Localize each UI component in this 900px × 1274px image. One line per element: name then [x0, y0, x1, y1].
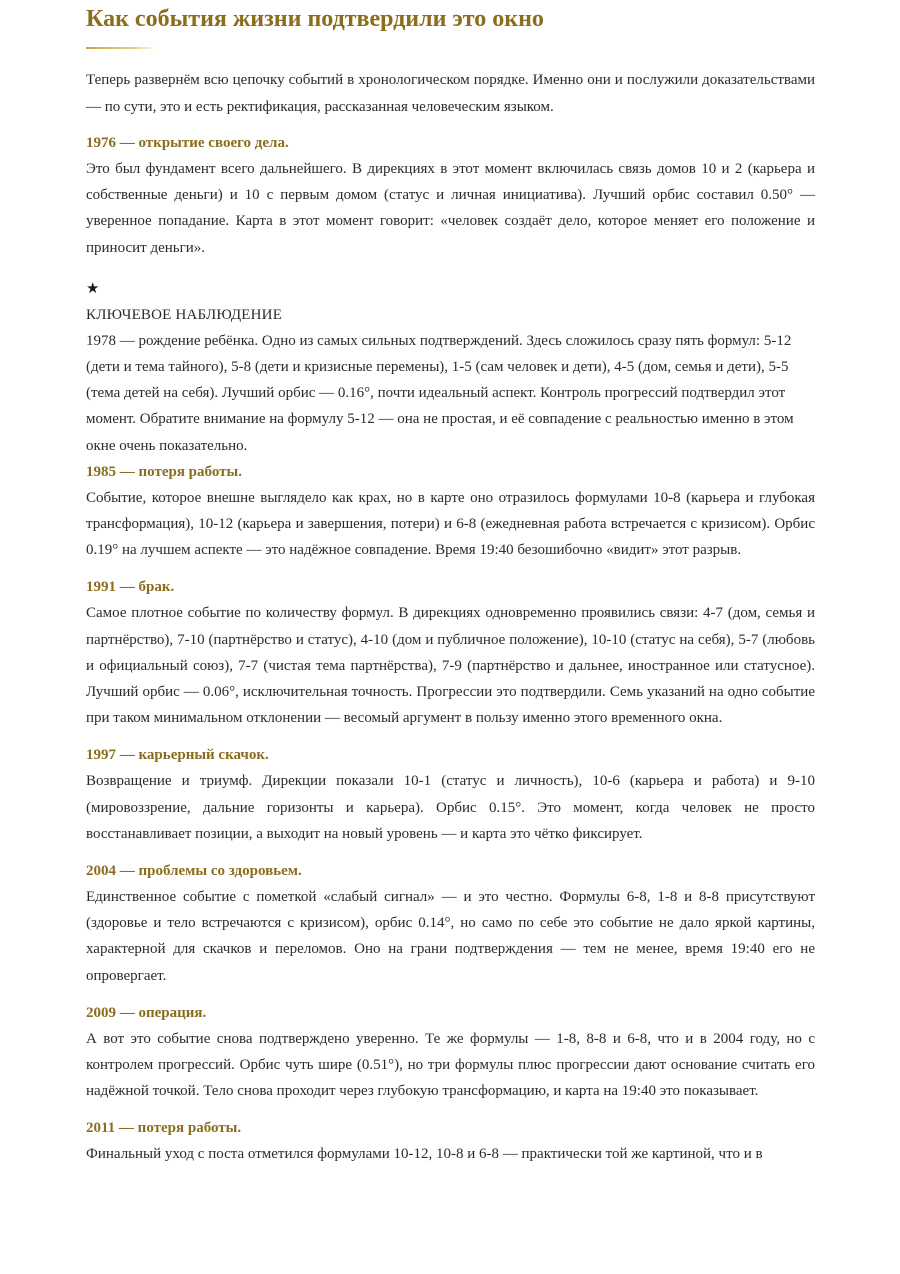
event-2004 [86, 858, 815, 989]
event-text: Возвращение и триумф. Дирекции показали 10-1 (статус и личность), 10-6 (карьера и работа) и 9-10 (мировоззрение, дальние горизонты и карьера). Орбис 0.15°. Это момент, когда человек не просто восстанавливает позиции, а выходит на новый уровень — и карта это чётко фиксирует. [86, 773, 815, 842]
event-heading: 2009 — операция. [86, 1004, 207, 1021]
event-heading: 2011 — потеря работы. [86, 1120, 242, 1137]
event-text: А вот это событие снова подтверждено уверенно. Те же формулы — 1-8, 8-8 и 6-8, что и в 2004 году, но с контролем прогрессий. Орбис чуть шире (0.51°), но три формулы плюс прогрессии дают основание считать его надёжной точкой. Тело снова проходит через глубокую трансформацию, и карта на 19:40 это показывает. [86, 1030, 815, 1100]
event-1997 [86, 742, 815, 847]
key-observation [86, 276, 815, 459]
event-2011 [86, 1115, 815, 1167]
event-text: Единственное событие с пометкой «слабый сигнал» — и это честно. Формулы 6-8, 1-8 и 8-8 присутствуют (здоровье и тело встречаются с кризисом), орбис 0.14°, но само по себе это событие не дало яркой картины, характерной для скачков и переломов. Оно на грани подтверждения — тем не менее, время 19:40 его не опровергает. [86, 889, 815, 984]
title-divider [86, 47, 156, 49]
star-icon: ★ [86, 280, 100, 297]
event-heading: 2004 — проблемы со здоровьем. [86, 863, 302, 880]
intro-paragraph: Теперь развернём всю цепочку событий в хронологическом порядке. Именно они и послужили доказательствами — по сути, это и есть ректификация, рассказанная человеческим языком. [86, 72, 815, 115]
event-heading: 1976 — открытие своего дела. [86, 135, 289, 151]
event-text: Это был фундамент всего дальнейшего. В дирекциях в этот момент включилась связь домов 10 и 2 (карьера и собственные деньги) и 10 с первым домом (статус и личная инициатива). Лучший орбис составил 0.50° — уверенное попадание. Карта в этот момент говорит: «человек создаёт дело, которое меняет его положение и приносит деньги». [86, 161, 815, 256]
event-2009 [86, 1000, 815, 1105]
key-observation-text: 1978 — рождение ребёнка. Одно из самых сильных подтверждений. Здесь сложилось сразу пять формул: 5-12 (дети и тема тайного), 5-8 (дети и кризисные перемены), 1-5 (сам человек и дети), 4-5 (дом, семья и дети), 5-5 (тема детей на себя). Лучший орбис — 0.16°, почти идеальный аспект. Контроль прогрессий подтвердил этот момент. Обратите внимание на формулу 5-12 — она не простая, и её совпадение с реальностью именно в этом окне очень показательно. [86, 332, 794, 454]
event-text: Самое плотное событие по количеству формул. В дирекциях одновременно проявились связи: 4-7 (дом, семья и партнёрство), 7-10 (партнёрство и статус), 4-10 (дом и публичное положение), 10-10 (статус на себя), 5-7 (любовь и официальный союз), 7-7 (чистая тема партнёрства), 7-9 (партнёрство и дальнее, иностранное или статусное). Лучший орбис — 0.06°, исключительная точность. Прогрессии это подтвердили. Семь указаний на одно событие при таком минимальном отклонении — весомый аргумент в пользу именно этого временного окна. [86, 605, 815, 727]
event-heading: 1997 — карьерный скачок. [86, 747, 269, 764]
article [86, 0, 815, 1168]
key-observation-label: КЛЮЧЕВОЕ НАБЛЮДЕНИЕ [86, 306, 283, 323]
event-heading: 1985 — потеря работы. [86, 463, 242, 480]
event-text: Финальный уход с поста отметился формулами 10-12, 10-8 и 6-8 — практически той же картиной, что и в [86, 1146, 763, 1163]
event-1991 [86, 574, 815, 731]
event-text: Событие, которое внешне выглядело как крах, но в карте оно отразилось формулами 10-8 (карьера и глубокая трансформация), 10-12 (карьера и завершения, потери) и 6-8 (ежедневная работа встречается с кризисом). Орбис 0.19° на лучшем аспекте — это надёжное совпадение. Время 19:40 безошибочно «видит» этот разрыв. [86, 489, 815, 559]
article-title: Как события жизни подтвердили это окно [86, 6, 544, 32]
event-1976 [86, 130, 815, 261]
event-heading: 1991 — брак. [86, 579, 175, 596]
event-1985 [86, 459, 815, 564]
